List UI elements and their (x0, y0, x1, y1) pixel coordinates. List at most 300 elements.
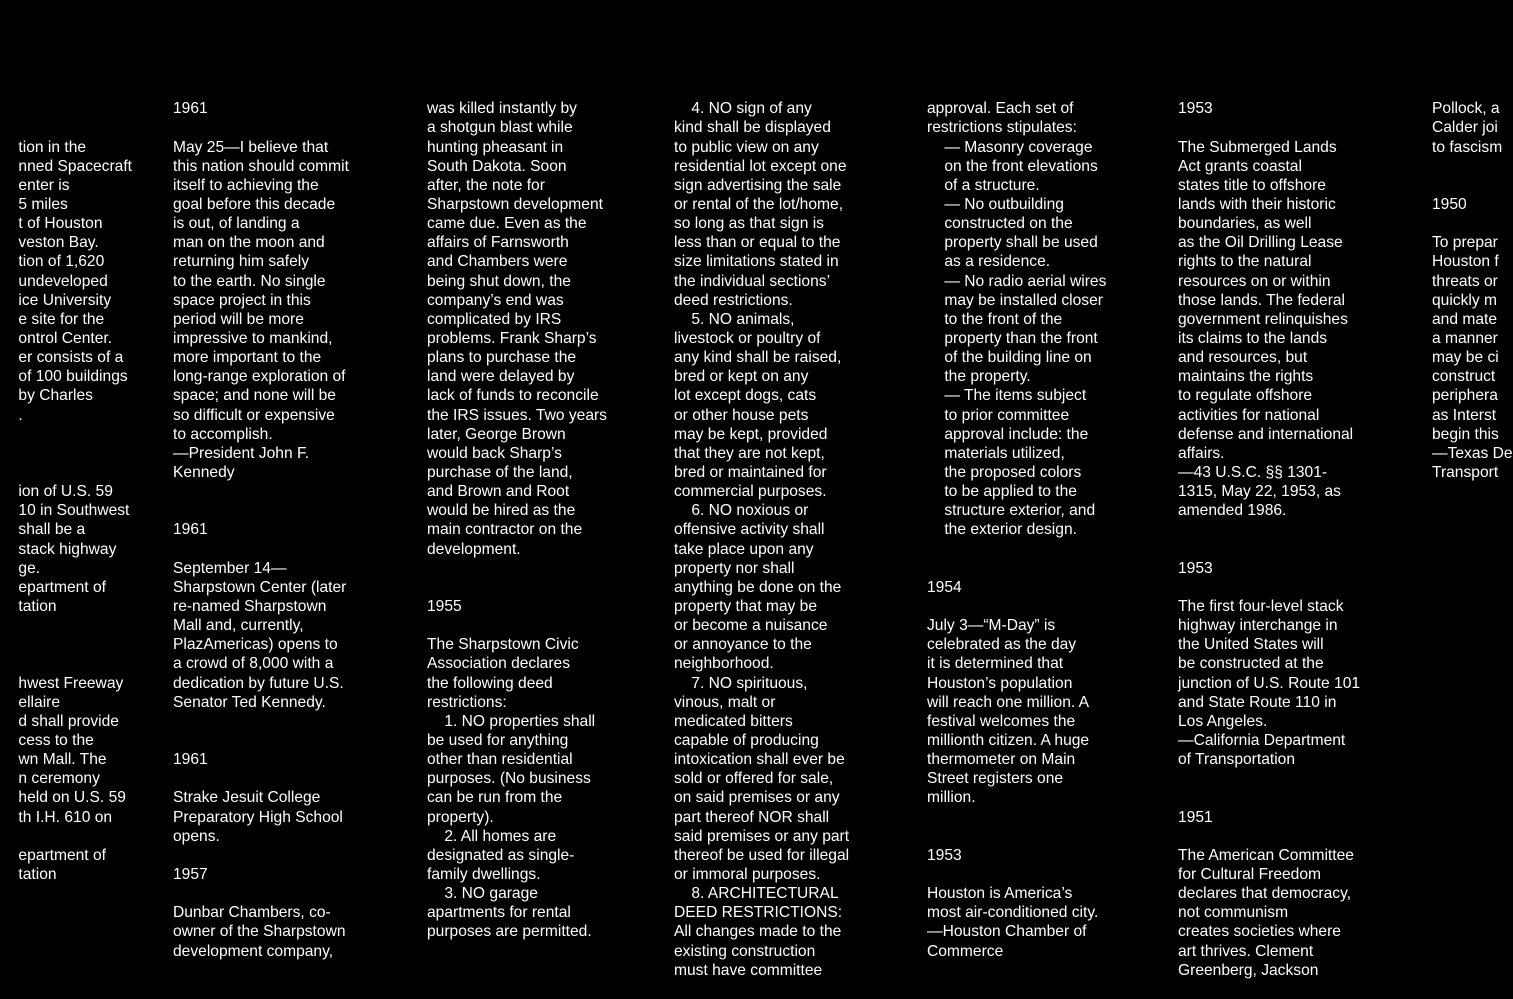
text-line: festival welcomes the (927, 712, 1076, 730)
text-line: 10 in Southwest (18, 502, 130, 520)
text-line: be used for anything (427, 731, 569, 749)
text-line: rights to the natural (1178, 253, 1312, 271)
text-line: vinous, malt or (674, 693, 776, 711)
text-line: ge. (18, 559, 41, 577)
text-line: September 14— (173, 559, 287, 577)
text-line: purposes are permitted. (427, 923, 592, 941)
text-line: existing construction (674, 942, 816, 960)
text-line: held on U.S. 59 (18, 789, 126, 807)
text-line: dedication by future U.S. (173, 674, 344, 692)
text-line (18, 444, 132, 463)
text-line: complicated by IRS (427, 310, 562, 328)
text-line (1432, 176, 1503, 195)
text-line: less than or equal to the (674, 234, 841, 252)
text-line: art thrives. Clement (1178, 942, 1314, 960)
text-line: million. (927, 789, 976, 807)
text-line: defense and international (1178, 425, 1354, 443)
text-line: property than the front (927, 330, 1098, 347)
text-line: other than residential (427, 751, 573, 769)
text-line: after, the note for (427, 176, 545, 194)
text-line (18, 654, 132, 673)
text-line: family dwellings. (427, 865, 541, 883)
text-line (173, 846, 378, 865)
text-line: man on the moon and (173, 234, 325, 252)
text-line: development. (427, 540, 521, 558)
text-line: of 100 buildings (18, 368, 128, 386)
text-line: 1315, May 22, 1953, as (1178, 483, 1341, 501)
text-line: materials utilized, (927, 444, 1065, 462)
text-line: The first four-level stack (1178, 597, 1344, 615)
text-line: Houston f (1432, 253, 1499, 271)
text-line: lack of funds to reconcile (427, 387, 599, 405)
text-line: epartment of (18, 578, 106, 596)
text-line: said premises or any part (674, 827, 850, 845)
column-3-lines (427, 99, 632, 941)
text-line: this nation should commit (173, 157, 349, 175)
text-line: cess to the (18, 731, 94, 749)
text-line: millionth citizen. A huge (927, 731, 1090, 749)
text-line: came due. Even as the (427, 215, 587, 233)
text-line: t of Houston (18, 215, 103, 233)
text-line: thermometer on Main (927, 751, 1076, 769)
text-line: goal before this decade (173, 196, 336, 214)
text-line: —43 U.S.C. §§ 1301- (1178, 463, 1328, 481)
text-line: South Dakota. Soon (427, 157, 567, 175)
text-line (427, 578, 632, 597)
text-line: property). (427, 808, 494, 826)
text-line: long-range exploration of (173, 368, 346, 386)
text-line: livestock or poultry of (674, 330, 821, 347)
text-line: Houston’s population (927, 674, 1073, 692)
text-line: restrictions stipulates: (927, 119, 1077, 137)
text-line: periphera (1432, 387, 1498, 405)
text-line: Greenberg, Jackson (1178, 961, 1319, 979)
text-line: Kennedy (173, 463, 235, 481)
text-line: bred or kept on any (674, 368, 809, 386)
text-line (18, 425, 132, 444)
text-line: be constructed at the (1178, 655, 1324, 673)
text-line: period will be more (173, 310, 304, 328)
text-line: 8. ARCHITECTURAL (674, 885, 839, 903)
text-line: neighborhood. (674, 655, 774, 673)
text-line: problems. Frank Sharp’s (427, 330, 597, 347)
text-line: government relinquishes (1178, 310, 1348, 328)
text-line: enter is (18, 176, 70, 194)
text-line: property nor shall (674, 559, 795, 577)
text-line: declares that democracy, (1178, 885, 1352, 903)
text-line: can be run from the (427, 789, 563, 807)
text-line: tion in the (18, 138, 87, 156)
text-line: July 3—“M-Day” is (927, 617, 1056, 635)
text-line: deed restrictions. (674, 291, 793, 309)
text-line: or other house pets (674, 406, 809, 424)
text-line: approval include: the (927, 425, 1089, 443)
text-line: approval. Each set of (927, 100, 1074, 118)
text-line: and State Route 110 in (1178, 693, 1337, 711)
text-line (18, 463, 132, 482)
text-line: boundaries, as well (1178, 215, 1312, 233)
text-line: the IRS issues. Two years (427, 406, 607, 424)
text-line: capable of producing (674, 731, 819, 749)
text-column-2 (173, 61, 378, 980)
text-line (1432, 157, 1503, 176)
column-4-lines (674, 99, 879, 979)
text-line: of Transportation (1178, 751, 1296, 769)
text-line (173, 482, 378, 501)
text-line: ellaire (18, 693, 61, 711)
text-line: not communism (1178, 904, 1289, 922)
text-line (1178, 769, 1383, 788)
text-line: those lands. The federal (1178, 291, 1346, 309)
text-line: stack highway (18, 540, 117, 558)
text-line: creates societies where (1178, 923, 1341, 941)
text-line: so long as that sign is (674, 215, 824, 233)
text-line: take place upon any (674, 540, 814, 558)
column-5-lines (927, 99, 1132, 960)
text-line: tation (18, 597, 57, 615)
text-line: a manner (1432, 330, 1498, 347)
text-line: as the Oil Drilling Lease (1178, 234, 1343, 252)
text-line: lot except dogs, cats (674, 387, 817, 405)
text-line: quickly m (1432, 291, 1497, 309)
text-line: to regulate offshore (1178, 387, 1313, 405)
text-line: The American Committee (1178, 846, 1354, 864)
text-line: Pollock, a (1432, 100, 1500, 118)
text-line: constructed on the (927, 215, 1073, 233)
text-line (173, 769, 378, 788)
text-line: All changes made to the (674, 923, 842, 941)
text-line: 1951 (1178, 808, 1213, 826)
text-line: plans to purchase the (427, 349, 577, 367)
text-line: on said premises or any (674, 789, 840, 807)
text-line: the proposed colors (927, 463, 1082, 481)
text-line: land were delayed by (427, 368, 575, 386)
text-line: nned Spacecraft (18, 157, 132, 175)
text-line: intoxication shall ever be (674, 751, 845, 769)
text-column-3 (427, 61, 632, 961)
text-line: e site for the (18, 310, 105, 328)
text-line: DEED RESTRICTIONS: (674, 904, 843, 922)
text-line (1178, 578, 1383, 597)
text-line (427, 559, 632, 578)
text-line: Commerce (927, 942, 1004, 960)
text-line: Los Angeles. (1178, 712, 1268, 730)
text-line: Street registers one (927, 770, 1064, 788)
text-line (927, 808, 1132, 827)
text-line: the individual sections’ (674, 272, 831, 290)
text-line: ontrol Center. (18, 330, 113, 347)
text-line (173, 501, 378, 520)
text-line: sold or offered for sale, (674, 770, 834, 788)
text-line: to be applied to the (927, 483, 1077, 501)
text-line: for Cultural Freedom (1178, 865, 1321, 883)
text-line: development company, (173, 942, 334, 960)
text-line: re-named Sharpstown (173, 597, 327, 615)
text-line: to accomplish. (173, 425, 273, 443)
text-line: n ceremony (18, 770, 100, 788)
text-line: —Texas De (1432, 444, 1513, 462)
text-line: anything be done on the (674, 578, 842, 596)
text-line: Sharpstown development (427, 196, 603, 214)
text-line: to public view on any (674, 138, 819, 156)
text-line: later, George Brown (427, 425, 566, 443)
text-line: or rental of the lot/home, (674, 196, 844, 214)
text-line: junction of U.S. Route 101 (1178, 674, 1361, 692)
text-line: PlazAmericas) opens to (173, 636, 338, 654)
text-line: Act grants coastal (1178, 157, 1302, 175)
text-line: Senator Ted Kennedy. (173, 693, 326, 711)
text-line: th I.H. 610 on (18, 808, 113, 826)
text-line: by Charles (18, 387, 93, 405)
text-line: 5. NO animals, (674, 310, 795, 328)
text-line: 1953 (1178, 100, 1213, 118)
text-line: as Interst (1432, 406, 1497, 424)
text-line (427, 616, 632, 635)
column-6-lines (1178, 99, 1383, 979)
text-line: main contractor on the (427, 521, 583, 539)
text-line: restrictions: (427, 693, 507, 711)
text-line: 7. NO spirituous, (674, 674, 808, 692)
text-line (18, 118, 132, 137)
text-line: the property. (927, 368, 1031, 386)
text-line (1178, 118, 1383, 137)
text-line: and mate (1432, 310, 1498, 328)
text-line: and Chambers were (427, 253, 568, 271)
text-line: activities for national (1178, 406, 1320, 424)
text-line (927, 597, 1132, 616)
text-line: or immoral purposes. (674, 865, 821, 883)
text-line: threats or (1432, 272, 1498, 290)
text-line: would back Sharp’s (427, 444, 562, 462)
text-line: lands with their historic (1178, 196, 1336, 214)
text-line: The Submerged Lands (1178, 138, 1337, 156)
text-line: wn Mall. The (18, 751, 107, 769)
text-line: tion of 1,620 (18, 253, 105, 271)
text-column-5 (927, 61, 1132, 980)
text-line: Sharpstown Center (later (173, 578, 347, 596)
text-line: and resources, but (1178, 349, 1308, 367)
text-line: 1953 (927, 846, 962, 864)
text-line: property that may be (674, 597, 818, 615)
text-line: purposes. (No business (427, 770, 591, 788)
text-line: hwest Freeway (18, 674, 124, 692)
text-line: — Masonry coverage (927, 138, 1093, 156)
text-line: space; and none will be (173, 387, 336, 405)
text-line: company’s end was (427, 291, 564, 309)
text-line: 1961 (173, 100, 208, 118)
text-line: commercial purposes. (674, 483, 827, 501)
column-7-lines (1432, 99, 1513, 482)
text-line: and Brown and Root (427, 483, 570, 501)
text-line (927, 865, 1132, 884)
text-line: —Houston Chamber of (927, 923, 1087, 941)
text-line (18, 827, 132, 846)
text-column-6 (1178, 61, 1383, 999)
text-line: kind shall be displayed (674, 119, 831, 137)
text-line: undeveloped (18, 272, 108, 290)
text-line (1178, 520, 1383, 539)
text-line: construct (1432, 368, 1496, 386)
text-line: To prepar (1432, 234, 1498, 252)
text-line: part thereof NOR shall (674, 808, 830, 826)
text-line: designated as single- (427, 846, 575, 864)
text-line: 1961 (173, 521, 208, 539)
text-line (173, 118, 378, 137)
text-line: Preparatory High School (173, 808, 343, 826)
text-line: thereof be used for illegal (674, 846, 850, 864)
text-line: 3. NO garage (427, 885, 538, 903)
text-line: is out, of landing a (173, 215, 300, 233)
text-line (927, 540, 1132, 559)
text-line: states title to offshore (1178, 176, 1326, 194)
text-line: tation (18, 865, 57, 883)
text-line: property shall be used (927, 234, 1098, 252)
text-line: was killed instantly by (427, 100, 577, 118)
text-line: or become a nuisance (674, 617, 828, 635)
text-line: being shut down, the (427, 272, 571, 290)
text-column-7 (1432, 61, 1513, 501)
text-line: residential lot except one (674, 157, 847, 175)
text-line: may be kept, provided (674, 425, 828, 443)
text-line (173, 712, 378, 731)
text-line: any kind shall be raised, (674, 349, 842, 367)
text-line: sign advertising the sale (674, 176, 842, 194)
text-line: Transport (1432, 463, 1499, 481)
text-line: — The items subject (927, 387, 1087, 405)
text-line (173, 884, 378, 903)
text-line: may be ci (1432, 349, 1499, 367)
text-line: er consists of a (18, 349, 124, 367)
column-2-lines (173, 99, 378, 960)
text-line (18, 635, 132, 654)
text-line: Association declares (427, 655, 571, 673)
text-line: space project in this (173, 291, 311, 309)
text-line: medicated bitters (674, 712, 793, 730)
text-line: Mall and, currently, (173, 617, 304, 635)
text-line: d shall provide (18, 712, 119, 730)
text-line: Strake Jesuit College (173, 789, 321, 807)
text-line: veston Bay. (18, 234, 99, 252)
text-line: Dunbar Chambers, co- (173, 904, 331, 922)
text-line: shall be a (18, 521, 86, 539)
text-line: would be hired as the (427, 502, 576, 520)
text-line: offensive activity shall (674, 521, 825, 539)
text-line: may be installed closer (927, 291, 1103, 309)
text-line: the following deed (427, 674, 553, 692)
text-line: a crowd of 8,000 with a (173, 655, 334, 673)
text-line: that they are not kept, (674, 444, 825, 462)
text-line: most air-conditioned city. (927, 904, 1099, 922)
text-line: the exterior design. (927, 521, 1077, 539)
text-line: its claims to the lands (1178, 330, 1328, 347)
text-line: 5 miles (18, 196, 68, 214)
text-line: 1950 (1432, 196, 1467, 214)
text-line: May 25—I believe that (173, 138, 329, 156)
text-line: Houston is America’s (927, 885, 1073, 903)
text-line: opens. (173, 827, 220, 845)
text-line: will reach one million. A (927, 693, 1090, 711)
text-line: owner of the Sharpstown (173, 923, 346, 941)
text-line: it is determined that (927, 655, 1064, 673)
text-line: — No outbuilding (927, 196, 1064, 214)
text-line: 1953 (1178, 559, 1213, 577)
text-line: 1. NO properties shall (427, 712, 596, 730)
text-line (927, 559, 1132, 578)
column-1-lines (18, 99, 132, 884)
text-line: to fascism (1432, 138, 1503, 156)
text-line: must have committee (674, 961, 823, 979)
text-line (1432, 214, 1503, 233)
text-line: begin this (1432, 425, 1499, 443)
text-line: itself to achieving the (173, 176, 319, 194)
text-line: hunting pheasant in (427, 138, 564, 156)
text-line: — No radio aerial wires (927, 272, 1107, 290)
text-line: 6. NO noxious or (674, 502, 809, 520)
text-line: to the earth. No single (173, 272, 326, 290)
text-line: 1954 (927, 578, 962, 596)
text-line: more important to the (173, 349, 322, 367)
text-line: resources on or within (1178, 272, 1331, 290)
text-line: size limitations stated in (674, 253, 839, 271)
text-line: apartments for rental (427, 904, 571, 922)
text-line: on the front elevations (927, 157, 1098, 175)
text-line: amended 1986. (1178, 502, 1287, 520)
text-line (18, 616, 132, 635)
text-line: —California Department (1178, 731, 1346, 749)
text-line: to the front of the (927, 310, 1063, 328)
text-line: structure exterior, and (927, 502, 1096, 520)
text-line: returning him safely (173, 253, 310, 271)
text-line: 1961 (173, 751, 208, 769)
text-column-1 (0, 61, 132, 883)
text-line: ion of U.S. 59 (18, 483, 113, 501)
text-line: so difficult or expensive (173, 406, 335, 424)
text-line (173, 540, 378, 559)
text-line: Calder joi (1432, 119, 1498, 137)
text-line: maintains the rights (1178, 368, 1314, 386)
text-line (927, 827, 1132, 846)
text-line: 1957 (173, 865, 208, 883)
text-line: celebrated as the day (927, 636, 1077, 654)
text-line: of a structure. (927, 176, 1040, 194)
text-line: . (18, 406, 23, 424)
text-line: or annoyance to the (674, 636, 812, 654)
text-line: bred or maintained for (674, 463, 827, 481)
text-line: highway interchange in (1178, 617, 1338, 635)
text-line: of the building line on (927, 349, 1092, 367)
text-line (1178, 827, 1383, 846)
text-line (18, 99, 132, 118)
text-line (1178, 540, 1383, 559)
text-line: 1955 (427, 597, 462, 615)
text-line: impressive to mankind, (173, 330, 333, 347)
text-line: 4. NO sign of any (674, 100, 812, 118)
text-column-4 (674, 61, 879, 999)
text-line: epartment of (18, 846, 106, 864)
text-line: the United States will (1178, 636, 1324, 654)
text-line (173, 731, 378, 750)
text-line: to prior committee (927, 406, 1070, 424)
text-line: 2. All homes are (427, 827, 557, 845)
text-line: a shotgun blast while (427, 119, 573, 137)
text-line (1178, 788, 1383, 807)
text-line: ice University (18, 291, 112, 309)
text-line: The Sharpstown Civic (427, 636, 579, 654)
text-line: affairs of Farnsworth (427, 234, 569, 252)
text-line: affairs. (1178, 444, 1225, 462)
text-line: purchase of the land, (427, 463, 573, 481)
text-line: as a residence. (927, 253, 1051, 271)
